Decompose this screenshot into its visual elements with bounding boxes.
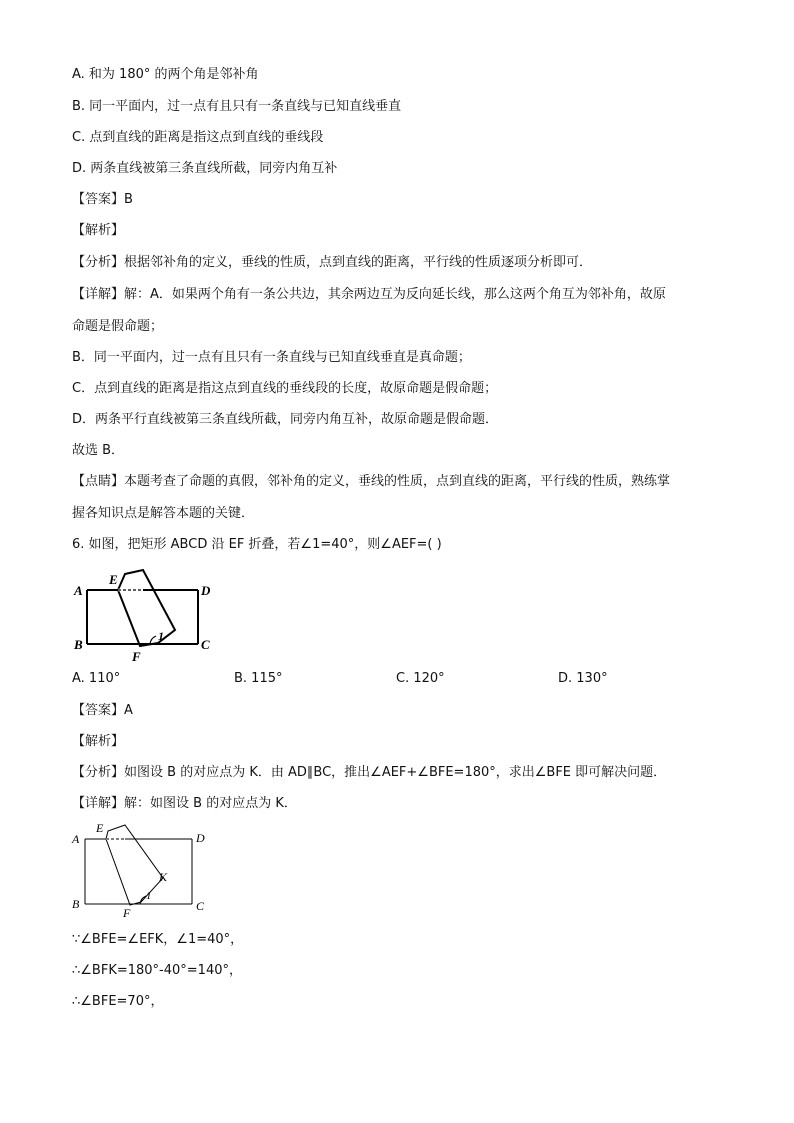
fig1-label-f: F: [132, 649, 141, 664]
fig1-label-d: D: [201, 583, 211, 598]
q6-answer-line: [72, 702, 133, 720]
q6-xiangjie-line: [72, 795, 297, 813]
fig1-label-e: E: [109, 572, 118, 587]
q5-option-b: B. 同一平面内，过一点有且只有一条直线与已知直线垂直: [72, 99, 402, 114]
q5-answer-tag: 【答案】: [72, 192, 125, 207]
q6-figure-1: [70, 565, 220, 665]
q6-answer-tag: 【答案】: [72, 703, 125, 718]
q6-xiangjie-text: 解：如图设 B 的对应点为 K．: [124, 796, 297, 811]
q5-option-d: D. 两条直线被第三条直线所截，同旁内角互补: [72, 161, 338, 176]
fig2-label-c: C: [196, 899, 205, 913]
q5-dianjing-line2: 握各知识点是解答本题的关键．: [72, 506, 255, 521]
fig2-label-f: F: [123, 906, 131, 920]
q5-xiangjie-line2: 命题是假命题；: [72, 319, 164, 334]
q5-dianjing-text1: 本题考查了命题的真假，邻补角的定义，垂线的性质，点到直线的距离，平行线的性质，熟练掌: [124, 474, 671, 489]
fig1-folded-flap: [118, 570, 175, 646]
q5-xiangjie-line4: C．点到直线的距离是指这点到直线的垂线段的长度，故原命题是假命题；: [72, 381, 498, 396]
fig1-label-b: B: [74, 637, 83, 652]
q5-xiangjie-text1: 解：A．如果两个角有一条公共边，其余两边互为反向延长线，那么这两个角互为邻补角，故原: [124, 287, 666, 302]
q5-fenxi-line: [72, 254, 592, 272]
q6-answer: A: [124, 703, 133, 718]
q5-fenxi-tag: 【分析】: [72, 255, 125, 270]
q6-xiangjie-tag: 【详解】: [72, 796, 125, 811]
q5-option-a: A. 和为 180° 的两个角是邻补角: [72, 67, 259, 82]
q5-analysis-tag: 【解析】: [72, 223, 125, 238]
q5-xiangjie-tag: 【详解】: [72, 287, 125, 302]
q6-option-b: B. 115°: [234, 671, 283, 686]
q5-conclusion: 故选 B．: [72, 443, 125, 458]
q5-fenxi-text: 根据邻补角的定义，垂线的性质，点到直线的距离，平行线的性质逐项分析即可．: [124, 255, 593, 270]
fig1-label-a: A: [74, 583, 83, 598]
q6-option-c: C. 120°: [396, 671, 445, 686]
fig2-label-a: A: [72, 832, 80, 846]
q5-dianjing-tag: 【点睛】: [72, 474, 125, 489]
q6-question: 6. 如图，把矩形 ABCD 沿 EF 折叠，若∠1=40°，则∠AEF=( ): [72, 537, 442, 552]
q5-xiangjie-line1: [72, 286, 666, 304]
q5-answer-line: [72, 191, 133, 209]
fig1-label-c: C: [201, 637, 210, 652]
q5-xiangjie-line3: B．同一平面内，过一点有且只有一条直线与已知直线垂直是真命题；: [72, 350, 471, 365]
q6-step-2: ∴∠BFK=180°-40°=140°，: [72, 963, 242, 978]
q6-step-1: ∵∠BFE=∠EFK，∠1=40°，: [72, 932, 244, 947]
q6-fenxi-tag: 【分析】: [72, 765, 125, 780]
fig1-label-1: 1: [158, 629, 164, 643]
q6-option-d: D. 130°: [558, 671, 608, 686]
q6-step-3: ∴∠BFE=70°，: [72, 994, 164, 1009]
fig2-label-d: D: [196, 831, 205, 845]
fig2-label-e: E: [96, 821, 104, 835]
q6-figure-2: [68, 818, 218, 923]
q5-option-c: C. 点到直线的距离是指这点到直线的垂线段: [72, 130, 324, 145]
fig2-label-1: 1: [146, 890, 152, 902]
q6-fenxi-line: [72, 764, 666, 782]
q6-analysis-tag: 【解析】: [72, 734, 125, 749]
q5-answer: B: [124, 192, 133, 207]
q5-xiangjie-line5: D．两条平行直线被第三条直线所截，同旁内角互补，故原命题是假命题．: [72, 412, 499, 427]
q5-dianjing-line1: [72, 473, 670, 491]
fig2-label-k: K: [159, 870, 168, 884]
q6-fenxi-text: 如图设 B 的对应点为 K．由 AD∥BC，推出∠AEF+∠BFE=180°，求出∠BFE 即可解决问题．: [124, 765, 667, 780]
fig2-folded-flap: [106, 825, 163, 905]
fig2-label-b: B: [72, 897, 80, 911]
q6-option-a: A. 110°: [72, 671, 121, 686]
